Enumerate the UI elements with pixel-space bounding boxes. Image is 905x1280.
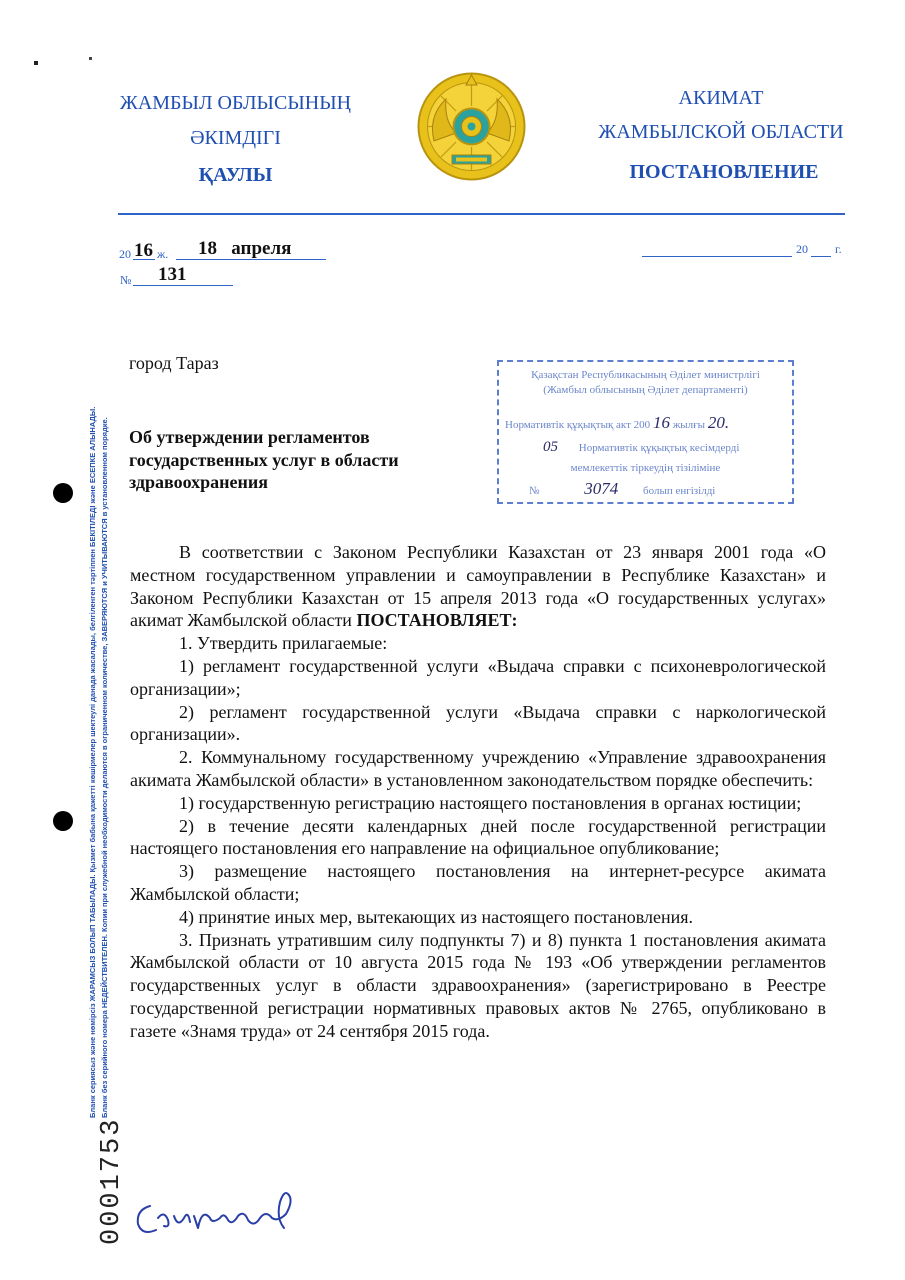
number-value: 131 — [158, 264, 187, 285]
stamp-line5: мемлекеттік тіркеудің тізіліміне — [570, 462, 721, 474]
margin-note-russian: Бланк без серийного номера НЕДЕЙСТВИТЕЛЕН. Копии при служебной необходимости делаются в ограниченном количестве, ЗАВЕРЯЮТСЯ и УЧИТЫВАЮТСЯ в установленном порядке. — [100, 417, 109, 1118]
city-label: город Тараз — [129, 353, 219, 373]
punch-hole-bottom — [53, 811, 73, 831]
right-date-underline — [642, 256, 792, 257]
header-left-line1: ЖАМБЫЛ ОБЛЫСЫНЫҢ — [119, 92, 352, 114]
paragraph-1-1: 1) регламент государственной услуги «Выдача справки с психоневрологической организации»; — [130, 655, 826, 699]
header-right-line1: АКИМАТ — [678, 87, 764, 109]
stamp-line4-text: Нормативтік құқықтық кесімдерді — [578, 442, 740, 454]
stamp-hw-month: 05 — [543, 439, 558, 455]
stamp-line3b: жылғы — [672, 419, 706, 431]
scan-speck — [89, 57, 92, 60]
paragraph-3: 3. Признать утратившим силу подпункты 7) и 8) пункта 1 постановления акимата Жамбылской области от 10 августа 2015 года № 193 «Об утверждении регламентов государственных услуг в области здравоохранения» (зарегистрировано в Реестре государственной регистрации нормативных правовых актов № 2765, опубликовано в газете «Знамя труда» от 24 сентября 2015 года. — [130, 929, 826, 1041]
year-prefix: 20 — [119, 247, 131, 261]
stamp-line3a: Нормативтік құқықтық акт 200 — [505, 419, 651, 431]
year-value: 16 — [134, 240, 153, 261]
stamp-line2: (Жамбыл облысының Әділет департаменті) — [543, 384, 748, 396]
state-emblem — [416, 71, 527, 182]
stamp-hw-day: 20. — [707, 413, 730, 432]
stamp-hw-year: 16 — [652, 413, 670, 432]
registration-stamp — [497, 360, 794, 504]
stamp-hw-number: 3074 — [584, 479, 619, 498]
header-left-title: ҚАУЛЫ — [198, 164, 273, 186]
header-right-title: ПОСТАНОВЛЕНИЕ — [629, 161, 819, 183]
number-prefix: № — [120, 273, 132, 287]
header-right-line2: ЖАМБЫЛСКОЙ ОБЛАСТИ — [598, 121, 844, 143]
right-year: 20 — [796, 242, 808, 256]
year-suffix: ж. — [157, 247, 169, 261]
stamp-line3 — [505, 414, 786, 431]
blank-serial-number: 0001753 — [97, 1117, 127, 1245]
stamp-line6 — [505, 480, 786, 497]
resolve-keyword: ПОСТАНОВЛЯЕТ: — [356, 610, 518, 631]
preamble-text: В соответствии с Законом Республики Казахстан от 23 января 2001 года «О местном государственном управлении и самоуправлении в Республике Казахстан» и Законом Республики Казахстан от 15 апреля 2013 года «О государственных услугах» акимат Жамбылской области — [130, 542, 826, 631]
paragraph-2-2: 2) в течение десяти календарных дней после государственной регистрации настоящего постановления его направление на официальное опубликование; — [130, 815, 826, 859]
stamp-line6a: № — [529, 485, 540, 497]
margin-note-kazakh: Бланк сериясыз және нөмірсіз ЖАРАМСЫЗ БОЛЫП ТАБЫЛАДЫ. Қызмет бабына қажетті көшірмелер шектеулі данада жасалады, белгіленген тәртіппен БЕКІТІЛЕДІ және ЕСЕПКЕ АЛЫНАДЫ. — [88, 406, 97, 1118]
stamp-line4 — [505, 440, 786, 455]
paragraph-preamble — [130, 541, 826, 632]
paragraph-1-2: 2) регламент государственной услуги «Выдача справки с наркологической организации». — [130, 701, 826, 745]
document-body — [130, 541, 826, 1043]
number-underline — [133, 285, 233, 286]
paragraph-1: 1. Утвердить прилагаемые: — [179, 633, 388, 654]
punch-hole-top — [53, 483, 73, 503]
right-year-underline — [811, 256, 831, 257]
header-divider — [118, 213, 845, 215]
paragraph-2-1: 1) государственную регистрацию настоящего постановления в органах юстиции; — [179, 792, 802, 813]
scan-speck — [34, 61, 38, 65]
stamp-line1: Қазақстан Республикасының Әділет министрлігі — [531, 369, 760, 381]
year-underline — [133, 259, 155, 260]
date-underline — [176, 259, 326, 260]
paragraph-2-3: 3) размещение настоящего постановления на интернет-ресурсе акимата Жамбылской области; — [130, 861, 826, 904]
date-value: 18 апреля — [198, 238, 292, 259]
header-left-line2: ӘКІМДІГІ — [190, 127, 281, 149]
stamp-line6b: болып енгізілді — [643, 485, 716, 497]
signature — [128, 1188, 303, 1246]
paragraph-2-4: 4) принятие иных мер, вытекающих из настоящего постановления. — [179, 906, 694, 927]
paragraph-2: 2. Коммунальному государственному учреждению «Управление здравоохранения акимата Жамбылской области» в установленном законодательством порядке обеспечить: — [130, 747, 826, 790]
document-title: Об утверждении регламентов государственных услуг в области здравоохранения — [129, 427, 399, 492]
right-year-suffix: г. — [835, 242, 842, 256]
